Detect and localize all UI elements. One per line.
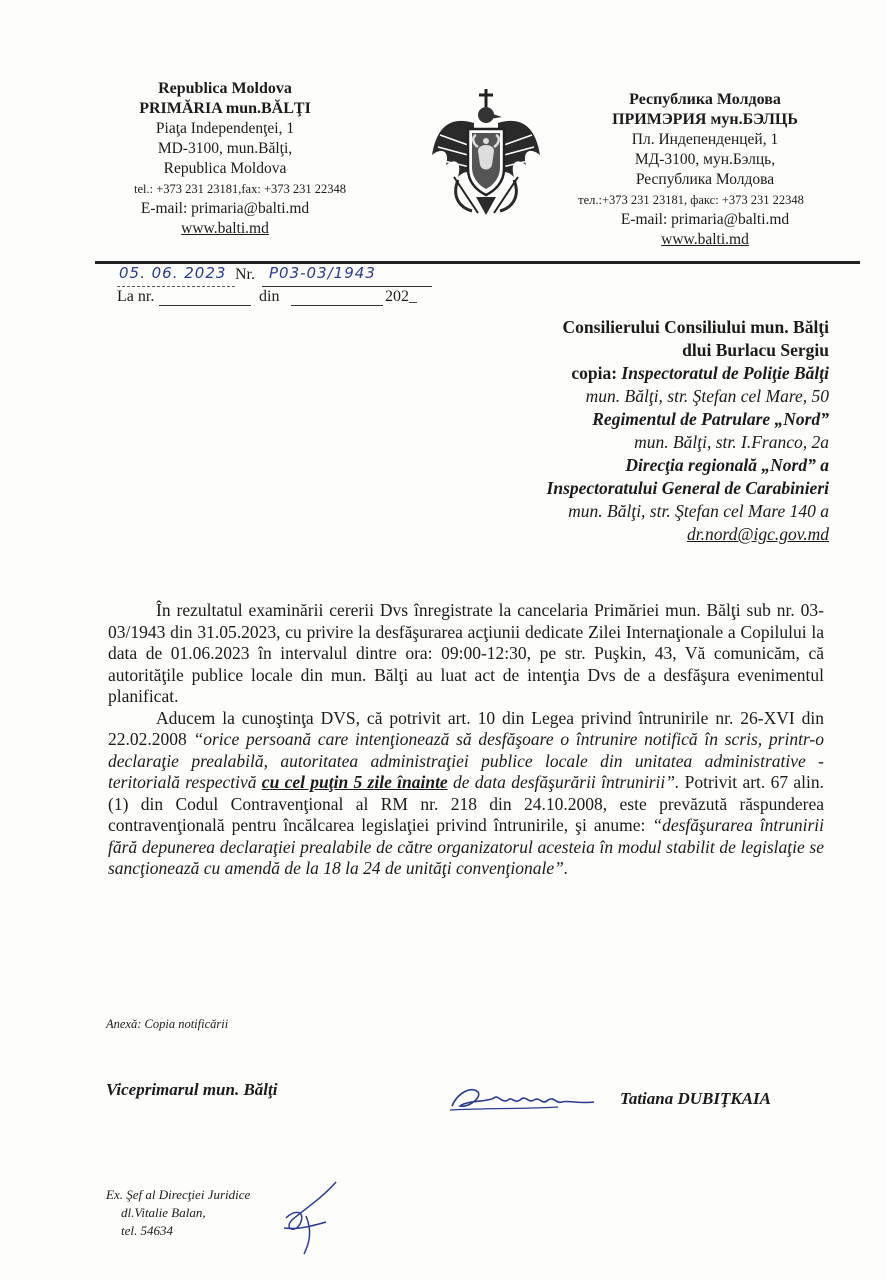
- header-left: [100, 79, 350, 239]
- p2-quote3: “desfăşurarea întrunirii fără depunerea declaraţiei prealabile de către organizatorul acesteia în modul stabilit de legislaţie se sancţionează cu amendă de la 18 la 24 de unităţi convenţionale”.: [108, 815, 824, 878]
- paragraph-1: În rezultatul examinării cererii Dvs înregistrate la cancelaria Primăriei mun. Bălţi sub nr. 03-03/1943 din 31.05.2023, cu privire la desfăşurarea acţiunii dedicate Zilei Internaţionale a Copilului la data de 01.06.2023 în intervalul dintre ora: 09:00-12:30, pe str. Puşkin, 43, Vă comunicăm, că autorităţile publice locale din mun. Bălţi au luat act de intenţia Dvs de a desfăşura evenimentul planificat.: [108, 600, 824, 706]
- city-ro: MD-3100, mun.Bălţi,: [157, 140, 293, 157]
- website-ru[interactable]: www.balti.md: [661, 231, 749, 248]
- executor-line2: dl.Vitalie Balan,: [121, 1205, 206, 1220]
- institution-ro: PRIMĂRIA mun.BĂLŢI: [139, 100, 311, 117]
- copy2-addr: mun. Bălţi, str. I.Franco, 2a: [634, 432, 829, 452]
- copy3-name1: Direcţia regională „Nord” a: [625, 455, 829, 475]
- din-label: din: [259, 288, 280, 305]
- header-right: [580, 90, 830, 250]
- executor-signature-icon: [276, 1178, 346, 1258]
- copy3-addr: mun. Bălţi, str. Ştefan cel Mare 140 a: [568, 501, 829, 521]
- la-nr-label: La nr.: [117, 288, 155, 305]
- date-handwritten: 05. 06. 2023: [119, 264, 227, 282]
- country-ro: Republica Moldova: [158, 80, 292, 97]
- copy1-name: Inspectoratul de Poliţie Bălţi: [621, 363, 829, 383]
- nr-handwritten: P03-03/1943: [269, 264, 376, 282]
- phone-ru: тел.:+373 231 23181, факс: +373 231 22348: [578, 193, 804, 207]
- copy1-addr: mun. Bălţi, str. Ştefan cel Mare, 50: [585, 386, 829, 406]
- executor-line1: Ex. Şef al Direcţiei Juridice: [106, 1187, 251, 1202]
- executor-line3: tel. 54634: [121, 1223, 173, 1238]
- executor-block: [106, 1186, 250, 1240]
- nr-label: Nr.: [235, 266, 255, 283]
- website-ro[interactable]: www.balti.md: [181, 220, 269, 237]
- country2-ro: Republica Moldova: [163, 160, 287, 177]
- signatory-name: Tatiana DUBIŢKAIA: [620, 1089, 771, 1108]
- addressee-block: [547, 316, 829, 546]
- p2-text-a: Aducem la cunoştinţa DVS, că potrivit art. 10 din Legea privind întrunirile nr. 26-XVI din 22.02.2008: [108, 707, 824, 749]
- street-ru: Пл. Индепенденцей, 1: [631, 131, 779, 148]
- copy2-name: Regimentul de Patrulare „Nord”: [592, 409, 829, 429]
- city-ru: МД-3100, мун.Бэлць,: [634, 151, 776, 168]
- copy-label: copia:: [571, 363, 618, 383]
- email-ro[interactable]: E-mail: primaria@balti.md: [140, 200, 310, 217]
- email-ru[interactable]: E-mail: primaria@balti.md: [620, 211, 790, 228]
- annex-note: Anexă: Copia notificării: [106, 1017, 229, 1031]
- coat-of-arms-icon: [428, 85, 544, 225]
- p2-quote2: de data desfăşurării întrunirii”.: [447, 772, 680, 792]
- p2-text-b: Potrivit art. 67 alin. (1) din Codul Contravenţional al RM nr. 218 din 24.10.2008, este prevăzută răspunderea contravenţională pentru încălcarea legislaţiei privind întrunirile, şi anume:: [108, 772, 824, 835]
- phone-ro: tel.: +373 231 23181,fax: +373 231 22348: [134, 182, 346, 196]
- p2-quote1: “orice persoană care intenţionează să desfăşoare o întrunire notifică în scris, printr-o declaraţie prealabilă, autoritatea administraţiei publice locale din unitatea administrative - teritorială respectivă: [108, 729, 825, 792]
- signatory-title: Viceprimarul mun. Bălţi: [106, 1080, 278, 1099]
- year-suffix: 202_: [385, 288, 417, 305]
- addressee-line2: dlui Burlacu Sergiu: [682, 340, 829, 360]
- addressee-line1: Consilierului Consiliului mun. Bălţi: [562, 317, 829, 337]
- letter-body: [108, 600, 824, 880]
- country2-ru: Республика Молдова: [635, 171, 775, 188]
- p2-emphasis: cu cel puţin 5 zile înainte: [261, 772, 448, 792]
- institution-ru: ПРИМЭРИЯ мун.БЭЛЦЬ: [612, 111, 798, 128]
- paragraph-2: [108, 708, 824, 880]
- reference-block: [117, 266, 447, 310]
- street-ro: Piaţa Independenţei, 1: [155, 120, 295, 137]
- handwritten-signature-icon: [448, 1078, 598, 1118]
- country-ru: Республика Молдова: [629, 91, 781, 108]
- copy3-name2: Inspectoratului General de Carabinieri: [546, 478, 829, 498]
- copy3-email[interactable]: dr.nord@igc.gov.md: [687, 524, 829, 544]
